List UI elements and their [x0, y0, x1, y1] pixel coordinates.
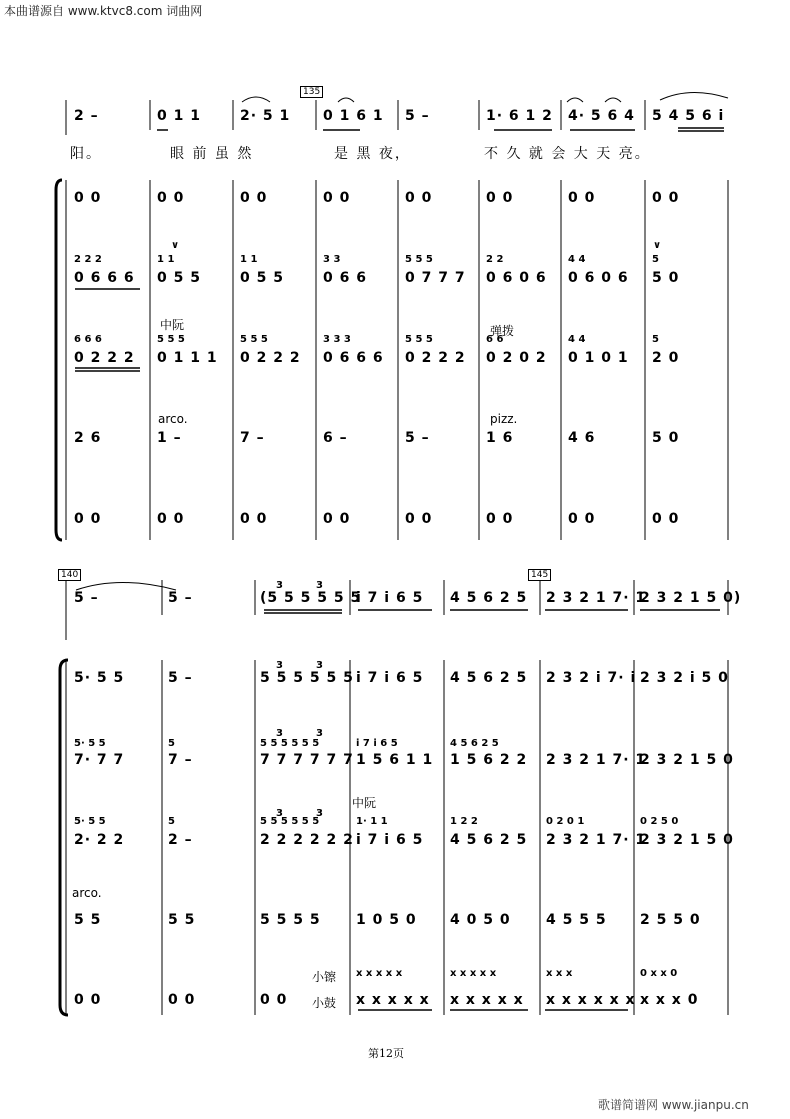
part2-note: 2 3 2 1 5 0 — [640, 752, 734, 768]
part4-note: 4 5 5 5 — [546, 912, 607, 928]
part2-note: 0 6 6 6 — [74, 270, 135, 286]
part4-note: 6 – — [323, 430, 348, 446]
drum-note: x x x x x x — [546, 992, 636, 1008]
part2-note: 2 3 2 1 7· 1 — [546, 752, 647, 768]
breath-mark: ∨ — [171, 240, 180, 251]
part3-upper-note: 0 2 5 0 — [640, 816, 679, 827]
triplet-mark: 3 — [316, 808, 323, 819]
part3-note: 0 6 6 6 — [323, 350, 384, 366]
part2-note: 0 6 6 — [323, 270, 367, 286]
instrument-label-drum: 小鼓 — [312, 996, 337, 1010]
part2-note: 7 7 7 7 7 7 — [260, 752, 354, 768]
triplet-mark: 3 — [276, 660, 283, 671]
part1-note: 0 0 — [405, 190, 433, 206]
part2-note: 0 5 5 — [240, 270, 284, 286]
triplet-mark: 3 — [276, 580, 283, 591]
part2-upper-note: 5 — [652, 254, 659, 265]
melody-note: 4 5 6 2 5 — [450, 590, 528, 606]
part3-upper-note: 5 5 5 — [157, 334, 185, 345]
part3-upper-note: 4 4 — [568, 334, 586, 345]
part2-note: 1 5 6 2 2 — [450, 752, 528, 768]
melody-note: 2 3 2 1 7· 1 — [546, 590, 647, 606]
part3-upper-note: 0 2 0 1 — [546, 816, 585, 827]
melody-note: 5 – — [74, 590, 99, 606]
part3-note: 4 5 6 2 5 — [450, 832, 528, 848]
part3-note: 0 2 2 2 — [74, 350, 135, 366]
part4-note: 5 5 — [168, 912, 196, 928]
part3-note: 0 2 0 2 — [486, 350, 547, 366]
part3-upper-note: 1· 1 1 — [356, 816, 388, 827]
part2-upper-note: 5 — [168, 738, 175, 749]
part2-upper-note: 2 2 2 — [74, 254, 102, 265]
part5-note: 0 0 — [240, 511, 268, 527]
part3-upper-note: 3 3 3 — [323, 334, 351, 345]
part1-note: 5 5 5 5 5 5 — [260, 670, 354, 686]
vocal-note: 0 1 1 — [157, 108, 201, 124]
part2-note: 1 5 6 1 1 — [356, 752, 434, 768]
part2-upper-note: 1 1 — [157, 254, 175, 265]
marking-zhongruan: 中阮 — [352, 796, 377, 810]
lyric: 眼 前 虽 然 — [170, 146, 254, 162]
part4-note: 4 0 5 0 — [450, 912, 511, 928]
triplet-mark: 3 — [316, 580, 323, 591]
part3-upper-note: 5 5 5 — [240, 334, 268, 345]
lyric: 不 久 就 会 大 天 亮。 — [484, 146, 651, 162]
part2-upper-note: 1 1 — [240, 254, 258, 265]
part2-upper-note: i 7 i 6 5 — [356, 738, 398, 749]
triplet-mark: 3 — [276, 728, 283, 739]
part3-upper-note: 6 6 6 — [74, 334, 102, 345]
melody-note: (5 5 5 5 5 5 — [260, 590, 362, 606]
part2-note: 0 5 5 — [157, 270, 201, 286]
part1-note: 0 0 — [74, 190, 102, 206]
part4-note: 1 6 — [486, 430, 514, 446]
vocal-note: 2· 5 1 — [240, 108, 291, 124]
melody-note: 2 3 2 1 5 0) — [640, 590, 742, 606]
part1-note: 0 0 — [568, 190, 596, 206]
part2-upper-note: 3 3 — [323, 254, 341, 265]
part3-note: 2· 2 2 — [74, 832, 125, 848]
part1-note: 5· 5 5 — [74, 670, 125, 686]
drum-note: x x x x x — [450, 992, 524, 1008]
marking-pizz: pizz. — [490, 412, 518, 426]
breath-mark: ∨ — [653, 240, 662, 251]
part2-note: 0 6 0 6 — [486, 270, 547, 286]
vocal-note: 1· 6 1 2 — [486, 108, 553, 124]
part5-note: 0 0 — [405, 511, 433, 527]
part4-note: 5 0 — [652, 430, 680, 446]
part3-upper-note: 5 5 5 — [405, 334, 433, 345]
part3-upper-note: 5 — [168, 816, 175, 827]
bar-number: 145 — [528, 569, 551, 581]
triplet-mark: 3 — [316, 728, 323, 739]
drum-note: x x x 0 — [640, 992, 699, 1008]
part1-note: 2 3 2 i 5 0 — [640, 670, 729, 686]
part1-note: i 7 i 6 5 — [356, 670, 424, 686]
vocal-note: 4· 5 6 4 — [568, 108, 635, 124]
part4-note: 1 0 5 0 — [356, 912, 417, 928]
part2-upper-note: 5· 5 5 — [74, 738, 106, 749]
marking-zhongruan: 中阮 — [160, 318, 185, 332]
part2-note: 0 7 7 7 — [405, 270, 466, 286]
marking-tanbo: 弹拨 — [490, 324, 515, 338]
watermark: 歌谱简谱网 www.jianpu.cn — [598, 1098, 749, 1112]
part2-upper-note: 2 2 — [486, 254, 504, 265]
page-number: 第12页 — [368, 1047, 404, 1060]
vocal-note: 5 4 5 6 i — [652, 108, 725, 124]
part4-note: 4 6 — [568, 430, 596, 446]
part3-upper-note: 1 2 2 — [450, 816, 478, 827]
part3-note: 0 1 1 1 — [157, 350, 218, 366]
lyric: 阳。 — [70, 146, 102, 162]
part3-note: 2 3 2 1 5 0 — [640, 832, 734, 848]
part1-note: 0 0 — [157, 190, 185, 206]
part3-note: 0 2 2 2 — [240, 350, 301, 366]
part3-upper-note: 5· 5 5 — [74, 816, 106, 827]
part2-upper-note: 4 4 — [568, 254, 586, 265]
vocal-note: 5 – — [405, 108, 430, 124]
part1-note: 2 3 2 i 7· i — [546, 670, 637, 686]
melody-note: i 7 i 6 5 — [356, 590, 424, 606]
part3-note: 2 2 2 2 2 2 — [260, 832, 354, 848]
part1-note: 5 – — [168, 670, 193, 686]
cymbal-note: x x x — [546, 968, 573, 979]
part4-note: 2 5 5 0 — [640, 912, 701, 928]
vocal-note: 2 – — [74, 108, 99, 124]
part1-note: 0 0 — [240, 190, 268, 206]
cymbal-note: x x x x x — [356, 968, 403, 979]
cymbal-note: x x x x x — [450, 968, 497, 979]
part3-note: 0 1 0 1 — [568, 350, 629, 366]
bar-number: 135 — [300, 86, 323, 98]
part3-note: 0 2 2 2 — [405, 350, 466, 366]
part3-note: 2 – — [168, 832, 193, 848]
part4-note: 2 6 — [74, 430, 102, 446]
drum-note: 0 0 — [168, 992, 196, 1008]
drum-note: 0 0 — [74, 992, 102, 1008]
part3-note: i 7 i 6 5 — [356, 832, 424, 848]
part5-note: 0 0 — [486, 511, 514, 527]
marking-arco: arco. — [158, 412, 188, 426]
part3-upper-note: 6 6 — [486, 334, 504, 345]
part1-note: 0 0 — [652, 190, 680, 206]
melody-note: 5 – — [168, 590, 193, 606]
vocal-note: 0 1 6 1 — [323, 108, 384, 124]
part3-upper-note: 5 5 5 5 5 5 — [260, 816, 320, 827]
drum-note: 0 0 — [260, 992, 288, 1008]
part2-upper-note: 5 5 5 — [405, 254, 433, 265]
part5-note: 0 0 — [568, 511, 596, 527]
part2-upper-note: 5 5 5 5 5 5 — [260, 738, 320, 749]
part3-note: 2 0 — [652, 350, 680, 366]
triplet-mark: 3 — [316, 660, 323, 671]
part5-note: 0 0 — [157, 511, 185, 527]
part3-note: 2 3 2 1 7· 1 — [546, 832, 647, 848]
instrument-label-cymbal: 小镲 — [312, 970, 337, 984]
part1-note: 4 5 6 2 5 — [450, 670, 528, 686]
bar-number: 140 — [58, 569, 81, 581]
part5-note: 0 0 — [323, 511, 351, 527]
part3-upper-note: 5 — [652, 334, 659, 345]
lyric: 是 黑 夜， — [334, 146, 411, 162]
header-source: 本曲谱源自 www.ktvc8.com 词曲网 — [4, 4, 203, 18]
drum-note: x x x x x — [356, 992, 430, 1008]
part2-note: 5 0 — [652, 270, 680, 286]
cymbal-note: 0 x x 0 — [640, 968, 678, 979]
part4-note: 5 5 — [74, 912, 102, 928]
part2-upper-note: 4 5 6 2 5 — [450, 738, 499, 749]
marking-arco: arco. — [72, 886, 102, 900]
triplet-mark: 3 — [276, 808, 283, 819]
part2-note: 0 6 0 6 — [568, 270, 629, 286]
part4-note: 5 5 5 5 — [260, 912, 321, 928]
part4-note: 5 – — [405, 430, 430, 446]
part4-note: 7 – — [240, 430, 265, 446]
part2-note: 7· 7 7 — [74, 752, 125, 768]
part5-note: 0 0 — [74, 511, 102, 527]
part2-note: 7 – — [168, 752, 193, 768]
part4-note: 1 – — [157, 430, 182, 446]
part1-note: 0 0 — [486, 190, 514, 206]
part5-note: 0 0 — [652, 511, 680, 527]
part1-note: 0 0 — [323, 190, 351, 206]
